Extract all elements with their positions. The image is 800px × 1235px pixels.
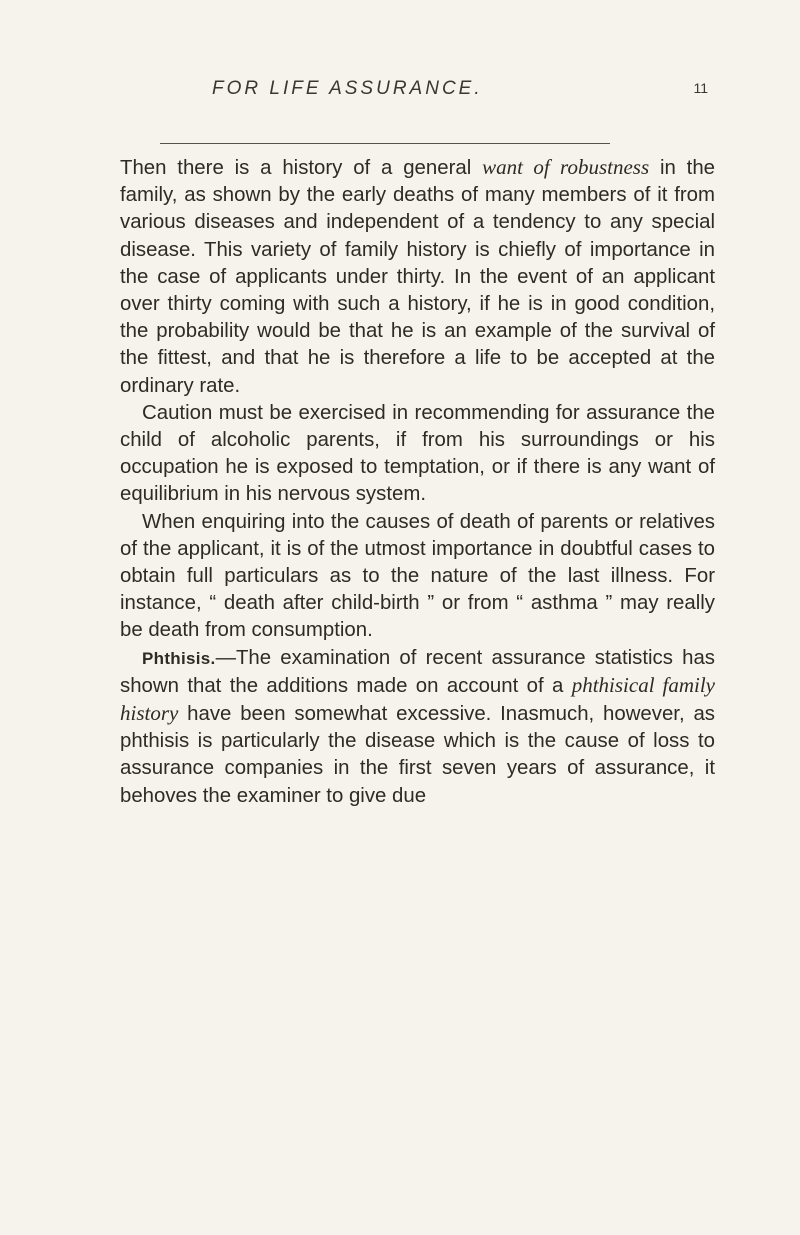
- paragraph-family-history: [120, 154, 715, 400]
- emphasis-text: want of robustness: [482, 155, 650, 179]
- paragraph-phthisis: [120, 645, 715, 810]
- running-title: FOR LIFE ASSURANCE.: [212, 78, 483, 99]
- page-number: 11: [693, 80, 708, 96]
- paragraph-text: Then there is a history of a general: [120, 157, 483, 179]
- paragraph-text: have been somewhat excessive. Inasmuch, however, as phthisis is particularly the disease which is the cause of loss to assurance companies in the first seven years of assurance, it behoves the examiner to give due: [120, 703, 715, 807]
- paragraph-text: —The examination of recent assurance statistics has shown that the additions made on account of a: [120, 646, 715, 697]
- header-rule: [160, 143, 610, 144]
- emphasis-text: phthisical family history: [120, 672, 715, 726]
- page-header: [110, 78, 710, 108]
- paragraph-text: Caution must be exercised in recommending for assurance the child of alcoholic parents, if from his surroundings or his occupation he is exposed to temptation, or if there is any want of equilibrium in his nervous system.: [120, 401, 715, 506]
- paragraph-alcoholic-parents: [120, 400, 715, 509]
- paragraph-causes-of-death: [120, 509, 715, 645]
- paragraph-text: When enquiring into the causes of death of parents or relatives of the applicant, it is of the utmost importance in doubtful cases to obtain full particulars as to the nature of the last illness. For instance, “ death after child-birth ” or from “ asthma ” may really be death from consumption.: [120, 510, 715, 642]
- paragraph-text: in the family, as shown by the early deaths of many members of it from various diseases and independent of a tendency to any special disease. This variety of family history is chiefly of importance in the case of applicants under thirty. In the event of an applicant over thirty coming with such a history, if he is in good condition, the probability would be that he is an example of the survival of the fittest, and that he is therefore a life to be accepted at the ordinary rate.: [120, 157, 716, 397]
- side-heading: Phthisis.: [142, 648, 216, 668]
- body-text: [120, 154, 715, 810]
